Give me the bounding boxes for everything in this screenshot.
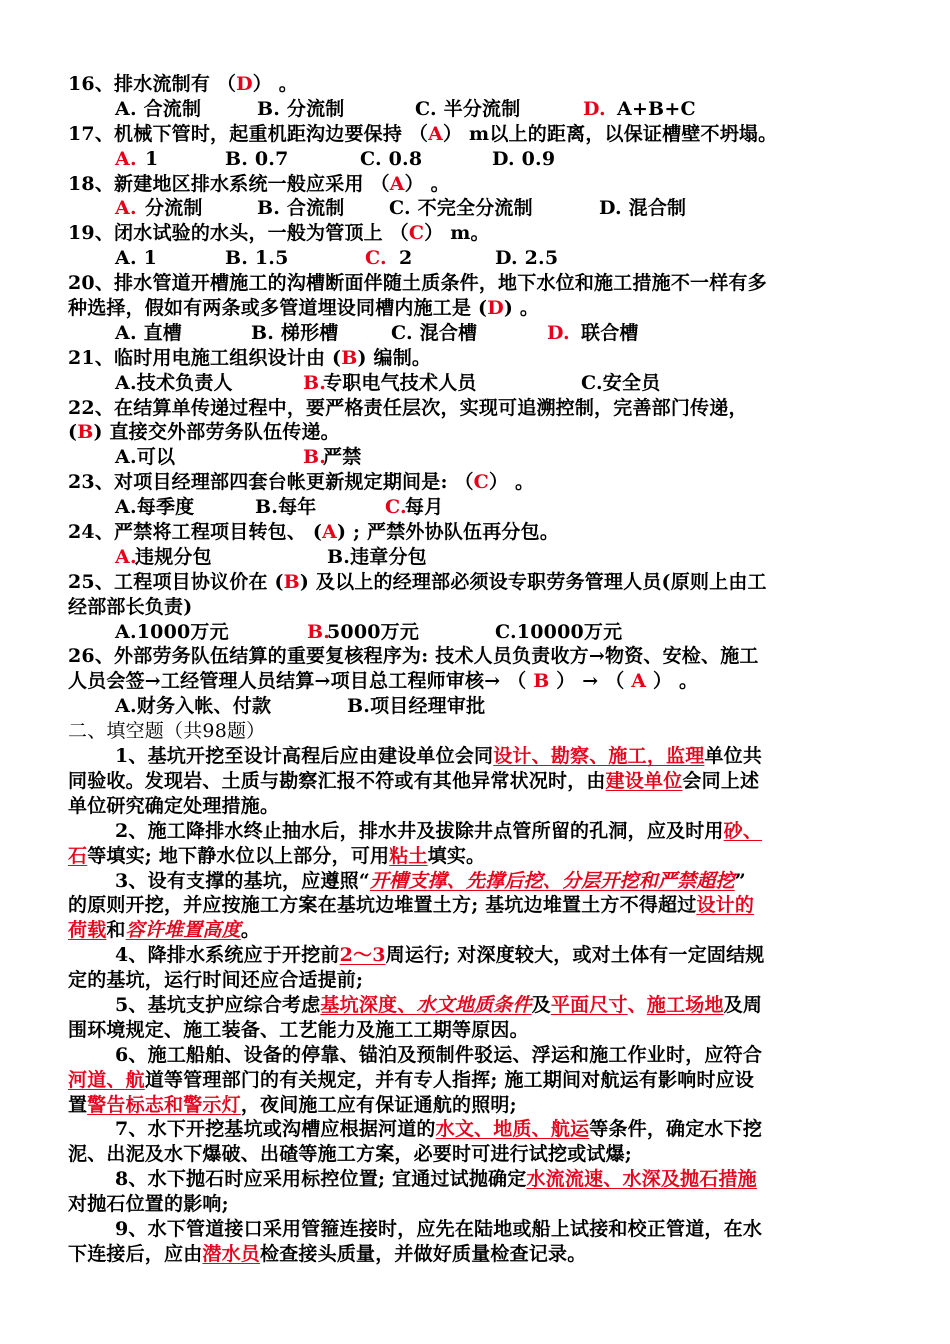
fill-answer: 粘土 bbox=[389, 844, 428, 867]
fill-3-line-3 bbox=[68, 918, 883, 943]
question-text: 17、机械下管时，起重机距沟边要保持 （ bbox=[68, 122, 429, 145]
option-4: D. 0.9 bbox=[492, 147, 556, 170]
question-text: ) 。 bbox=[503, 297, 540, 320]
option-0: A. 合流制 bbox=[115, 97, 202, 120]
fill-text: 4、降排水系统应于开挖前 bbox=[115, 944, 340, 967]
question-text: ） 。 bbox=[252, 73, 298, 95]
question-text: 种选择，假如有两条或多管道埋设同槽内施工是 ( bbox=[68, 297, 488, 320]
fill-answer: 容许堆置高度 bbox=[125, 919, 241, 942]
question-text: 24、严禁将工程项目转包、 ( bbox=[68, 521, 323, 544]
question-text: ） → （ bbox=[549, 670, 632, 693]
fill-answer: 2～3 bbox=[339, 944, 386, 967]
question-options bbox=[68, 246, 883, 271]
option-1: B. 梯形槽 bbox=[251, 321, 339, 344]
answer-letter: A bbox=[389, 172, 405, 195]
question-line bbox=[68, 172, 883, 197]
option-0: A. 直槽 bbox=[115, 321, 182, 344]
option-1: 分流制 bbox=[145, 197, 203, 220]
fill-answer: 荷载 bbox=[68, 919, 107, 942]
fill-text: 6、施工船舶、设备的停靠、锚泊及预制件驳运、浮运和施工作业时，应符合 bbox=[115, 1043, 763, 1066]
fill-text: 1、基坑开挖至设计高程后应由建设单位会同 bbox=[115, 745, 494, 768]
option-0: A. bbox=[115, 197, 137, 220]
fill-6-line-1 bbox=[68, 1043, 883, 1068]
option-2: C. bbox=[385, 496, 407, 519]
question-text: 26、外部劳务队伍结算的重要复核程序为: 技术人员负责收方→物资、安检、施工 bbox=[68, 645, 759, 668]
question-21-options bbox=[68, 371, 883, 396]
option-4: A+B+C bbox=[617, 97, 696, 120]
option-3: C. 不完全分流制 bbox=[389, 197, 533, 220]
option-1: 违规分包 bbox=[135, 545, 212, 568]
fill-4-line-2 bbox=[68, 968, 883, 993]
question-20-text: 20、排水管道开槽施工的沟槽断面伴随土质条件，地下水位和施工措施不一样有多 bbox=[68, 272, 767, 295]
question-text: 19、闭水试验的水头，一般为管顶上 （ bbox=[68, 222, 409, 245]
option-1: B. 分流制 bbox=[257, 97, 345, 120]
question-25-line-2 bbox=[68, 595, 883, 620]
fill-answer: 河道、航 bbox=[68, 1068, 145, 1091]
fill-6-line-2 bbox=[68, 1068, 883, 1093]
fill-text: 3、设有支撑的基坑，应遵照“ bbox=[115, 869, 370, 892]
fill-9-line-2 bbox=[68, 1242, 883, 1267]
option-2: 严禁 bbox=[323, 446, 362, 469]
fill-text: 同验收。发现岩、土质与勘察汇报不符或有其他异常状况时，由 bbox=[68, 769, 606, 792]
question-options bbox=[68, 196, 883, 221]
answer-letter: D bbox=[487, 297, 504, 320]
option-1: B.项目经理审批 bbox=[347, 695, 486, 718]
fill-text: 填实。 bbox=[427, 844, 486, 867]
question-text: ) ; 严禁外协队伍再分包。 bbox=[337, 521, 560, 544]
question-22-line-1 bbox=[68, 396, 883, 421]
question-23-line bbox=[68, 470, 883, 495]
option-0: A.财务入帐、付款 bbox=[115, 695, 272, 718]
fill-answer: 潜水员 bbox=[202, 1242, 261, 1265]
option-1: B. 1.5 bbox=[225, 247, 289, 270]
question-25-options bbox=[68, 620, 883, 645]
answer-letter: B bbox=[77, 421, 94, 444]
question-26-line-1 bbox=[68, 644, 883, 669]
answer-letter: B bbox=[283, 570, 300, 593]
answer-letter: A bbox=[631, 670, 647, 693]
option-1: B.每年 bbox=[255, 496, 317, 519]
fill-text: ，夜间施工应有保证通航的照明; bbox=[240, 1093, 517, 1116]
option-4: 联合槽 bbox=[581, 321, 639, 344]
question-text: ） m。 bbox=[424, 222, 490, 245]
fill-text: 5、基坑支护应综合考虑 bbox=[115, 993, 321, 1016]
fill-text: 检查接头质量，并做好质量检查记录。 bbox=[260, 1242, 587, 1265]
question-21-line bbox=[68, 346, 883, 371]
fill-answer: 平面尺寸 bbox=[550, 993, 628, 1016]
option-2: B. 0.7 bbox=[225, 147, 289, 170]
option-2: C. 半分流制 bbox=[415, 97, 521, 120]
fill-answer: 水文、地质、航运 bbox=[435, 1118, 590, 1141]
question-options bbox=[68, 147, 883, 172]
question-23-options bbox=[68, 495, 883, 520]
answer-letter: B bbox=[341, 346, 358, 369]
fill-text: 9、水下管道接口采用管箍连接时，应先在陆地或船上试接和校正管道，在水 bbox=[115, 1217, 763, 1240]
question-line bbox=[68, 122, 883, 147]
option-2: B. 合流制 bbox=[257, 197, 345, 220]
option-1: B. bbox=[303, 446, 327, 469]
question-text: 16、排水流制有 （ bbox=[68, 73, 237, 95]
fill-1-line-2 bbox=[68, 769, 883, 794]
fill-answer: 基坑深度、 bbox=[320, 993, 417, 1016]
fill-text: 置 bbox=[68, 1093, 88, 1116]
option-3: 2 bbox=[399, 247, 413, 270]
fill-answer: 建设单位 bbox=[605, 769, 683, 792]
option-3: C.安全员 bbox=[581, 371, 661, 394]
question-22-line-2 bbox=[68, 420, 883, 445]
fill-1-line-1 bbox=[68, 744, 883, 769]
fill-text: 定的基坑，运行时间还应合适提前; bbox=[68, 969, 364, 992]
fill-4-line-1 bbox=[68, 943, 883, 968]
option-2: B.违章分包 bbox=[327, 545, 427, 568]
document-page bbox=[68, 72, 883, 1267]
fill-text: 。 bbox=[240, 919, 261, 942]
question-line bbox=[68, 221, 883, 246]
fill-text: 围环境规定、施工装备、工艺能力及施工工期等原因。 bbox=[68, 1018, 529, 1041]
option-4: D. 混合制 bbox=[599, 197, 687, 220]
question-text: 23、对项目经理部四套台帐更新规定期间是: （ bbox=[68, 471, 474, 494]
section-2-title bbox=[68, 719, 883, 744]
fill-answer: 石 bbox=[68, 844, 88, 867]
option-0: A.每季度 bbox=[115, 496, 195, 519]
option-0: A.可以 bbox=[115, 446, 176, 469]
fill-text: 周运行; 对深度较大，或对土体有一定固结规 bbox=[385, 944, 765, 967]
question-22-options bbox=[68, 445, 883, 470]
fill-answer: 、 bbox=[627, 993, 647, 1016]
question-25-line-1 bbox=[68, 570, 883, 595]
fill-text: 单位研究确定处理措施。 bbox=[68, 794, 280, 817]
fill-5-line-2 bbox=[68, 1018, 883, 1043]
option-0: A. 1 bbox=[115, 247, 157, 270]
fill-text: 单位共 bbox=[704, 745, 763, 768]
fill-answer: 开槽支撑、先撑后挖、分层开挖和严禁超挖 bbox=[369, 869, 735, 892]
question-text: 21、临时用电施工组织设计由 ( bbox=[68, 346, 342, 369]
option-0: A. bbox=[115, 545, 137, 568]
question-text: ) 及以上的经理部必须设专职劳务管理人员(原则上由工 bbox=[299, 570, 767, 593]
option-4: D. 2.5 bbox=[495, 247, 559, 270]
fill-text: 下连接后，应由 bbox=[68, 1242, 203, 1265]
fill-answer: 水文地质条件 bbox=[416, 993, 532, 1016]
option-2: C. 混合槽 bbox=[391, 321, 478, 344]
fill-7-line-1 bbox=[68, 1117, 883, 1142]
question-text: ) 编制。 bbox=[357, 346, 432, 369]
option-3: 每月 bbox=[405, 496, 444, 519]
fill-5-line-1 bbox=[68, 993, 883, 1018]
option-0: A.技术负责人 bbox=[115, 371, 233, 394]
fill-text: 及周 bbox=[723, 993, 763, 1016]
question-text: 22、在结算单传递过程中，要严格责任层次，实现可追溯控制，完善部门传递， bbox=[68, 396, 748, 419]
option-2: 5000万元 bbox=[327, 620, 420, 643]
answer-letter: C bbox=[408, 222, 425, 245]
section-title-text: 二、填空题（共98题） bbox=[68, 720, 266, 743]
question-text: 25、工程项目协议价在 ( bbox=[68, 570, 284, 593]
option-0: A.1000万元 bbox=[115, 620, 229, 643]
fill-answer: 设计、勘察、施工，监理 bbox=[493, 745, 705, 768]
question-text: ） 。 bbox=[646, 670, 699, 693]
fill-answer: 砂、 bbox=[723, 819, 763, 842]
question-26-line-2 bbox=[68, 669, 883, 694]
fill-9-line-1 bbox=[68, 1217, 883, 1242]
option-3: C.10000万元 bbox=[495, 620, 623, 643]
fill-3-line-2 bbox=[68, 893, 883, 918]
fill-text: 的原则开挖，并应按施工方案在基坑边堆置土方; 基坑边堆置土方不得超过 bbox=[68, 894, 697, 917]
fill-answer: 水流流速、水深及抛石措施 bbox=[526, 1168, 757, 1191]
question-text: ） m以上的距离，以保证槽壁不坍塌。 bbox=[443, 122, 778, 145]
fill-7-line-2 bbox=[68, 1142, 883, 1167]
fill-8-line-2 bbox=[68, 1192, 883, 1217]
question-text: ) 直接交外部劳务队伍传递。 bbox=[93, 421, 340, 444]
question-20-line-2 bbox=[68, 296, 883, 321]
fill-2-line-1 bbox=[68, 819, 883, 844]
question-text: ） 。 bbox=[489, 471, 535, 494]
answer-letter: A bbox=[428, 122, 444, 145]
fill-text: 7、水下开挖基坑或沟槽应根据河道的 bbox=[115, 1118, 436, 1141]
option-3: D. bbox=[583, 97, 606, 120]
option-3: D. bbox=[547, 321, 570, 344]
fill-text: 等条件，确定水下挖 bbox=[589, 1118, 763, 1141]
question-24-line bbox=[68, 520, 883, 545]
fill-2-line-2 bbox=[68, 844, 883, 869]
option-2: C. bbox=[365, 247, 387, 270]
multiple-choice-block-1 bbox=[68, 72, 883, 271]
option-1: B. bbox=[303, 371, 327, 394]
fill-text: ” bbox=[734, 869, 746, 892]
question-text: 18、新建地区排水系统一般应采用 （ bbox=[68, 172, 390, 195]
question-line bbox=[68, 72, 883, 97]
question-text: ( bbox=[68, 421, 78, 444]
fill-text: 道等管理部门的有关规定，并有专人指挥; 施工期间对航运有影响时应设 bbox=[144, 1068, 755, 1091]
question-20-options bbox=[68, 321, 883, 346]
fill-text: 和 bbox=[106, 919, 126, 942]
question-24-options bbox=[68, 545, 883, 570]
fill-text: 会同上述 bbox=[682, 769, 760, 792]
answer-letter: A bbox=[322, 521, 337, 544]
fill-text: 2、施工降排水终止抽水后，排水井及拔除井点管所留的孔洞，应及时用 bbox=[115, 819, 724, 842]
question-options bbox=[68, 97, 883, 122]
answer-letter: D bbox=[236, 73, 253, 95]
fill-answer: 警告标志和警示灯 bbox=[87, 1093, 241, 1116]
fill-text: 8、水下抛石时应采用标控位置; 宜通过试抛确定 bbox=[115, 1168, 527, 1191]
answer-letter: C bbox=[473, 471, 489, 494]
fill-8-line-1 bbox=[68, 1167, 883, 1192]
fill-text: 及 bbox=[531, 993, 551, 1016]
option-1: B. bbox=[307, 620, 331, 643]
fill-6-line-3 bbox=[68, 1093, 883, 1118]
answer-letter: B bbox=[533, 670, 550, 693]
option-1: 1 bbox=[145, 147, 159, 170]
question-26-options bbox=[68, 694, 883, 719]
question-text: ） 。 bbox=[404, 172, 450, 195]
option-0: A. bbox=[115, 147, 137, 170]
question-text: 人员会签→工经管理人员结算→项目总工程师审核→ （ bbox=[68, 670, 534, 693]
fill-text: 等填实; 地下静水位以上部分，可用 bbox=[87, 844, 390, 867]
question-20-line-1 bbox=[68, 271, 883, 296]
fill-text: 对抛石位置的影响; bbox=[68, 1193, 229, 1216]
fill-text: 泥、出泥及水下爆破、出碴等施工方案，必要时可进行试挖或试爆; bbox=[68, 1143, 633, 1166]
fill-answer: 设计的 bbox=[696, 894, 755, 917]
option-3: C. 0.8 bbox=[360, 147, 423, 170]
option-2: 专职电气技术人员 bbox=[323, 371, 477, 394]
fill-3-line-1 bbox=[68, 869, 883, 894]
fill-1-line-3 bbox=[68, 794, 883, 819]
question-text: 经部部长负责) bbox=[68, 595, 193, 618]
fill-answer: 施工场地 bbox=[646, 993, 724, 1016]
